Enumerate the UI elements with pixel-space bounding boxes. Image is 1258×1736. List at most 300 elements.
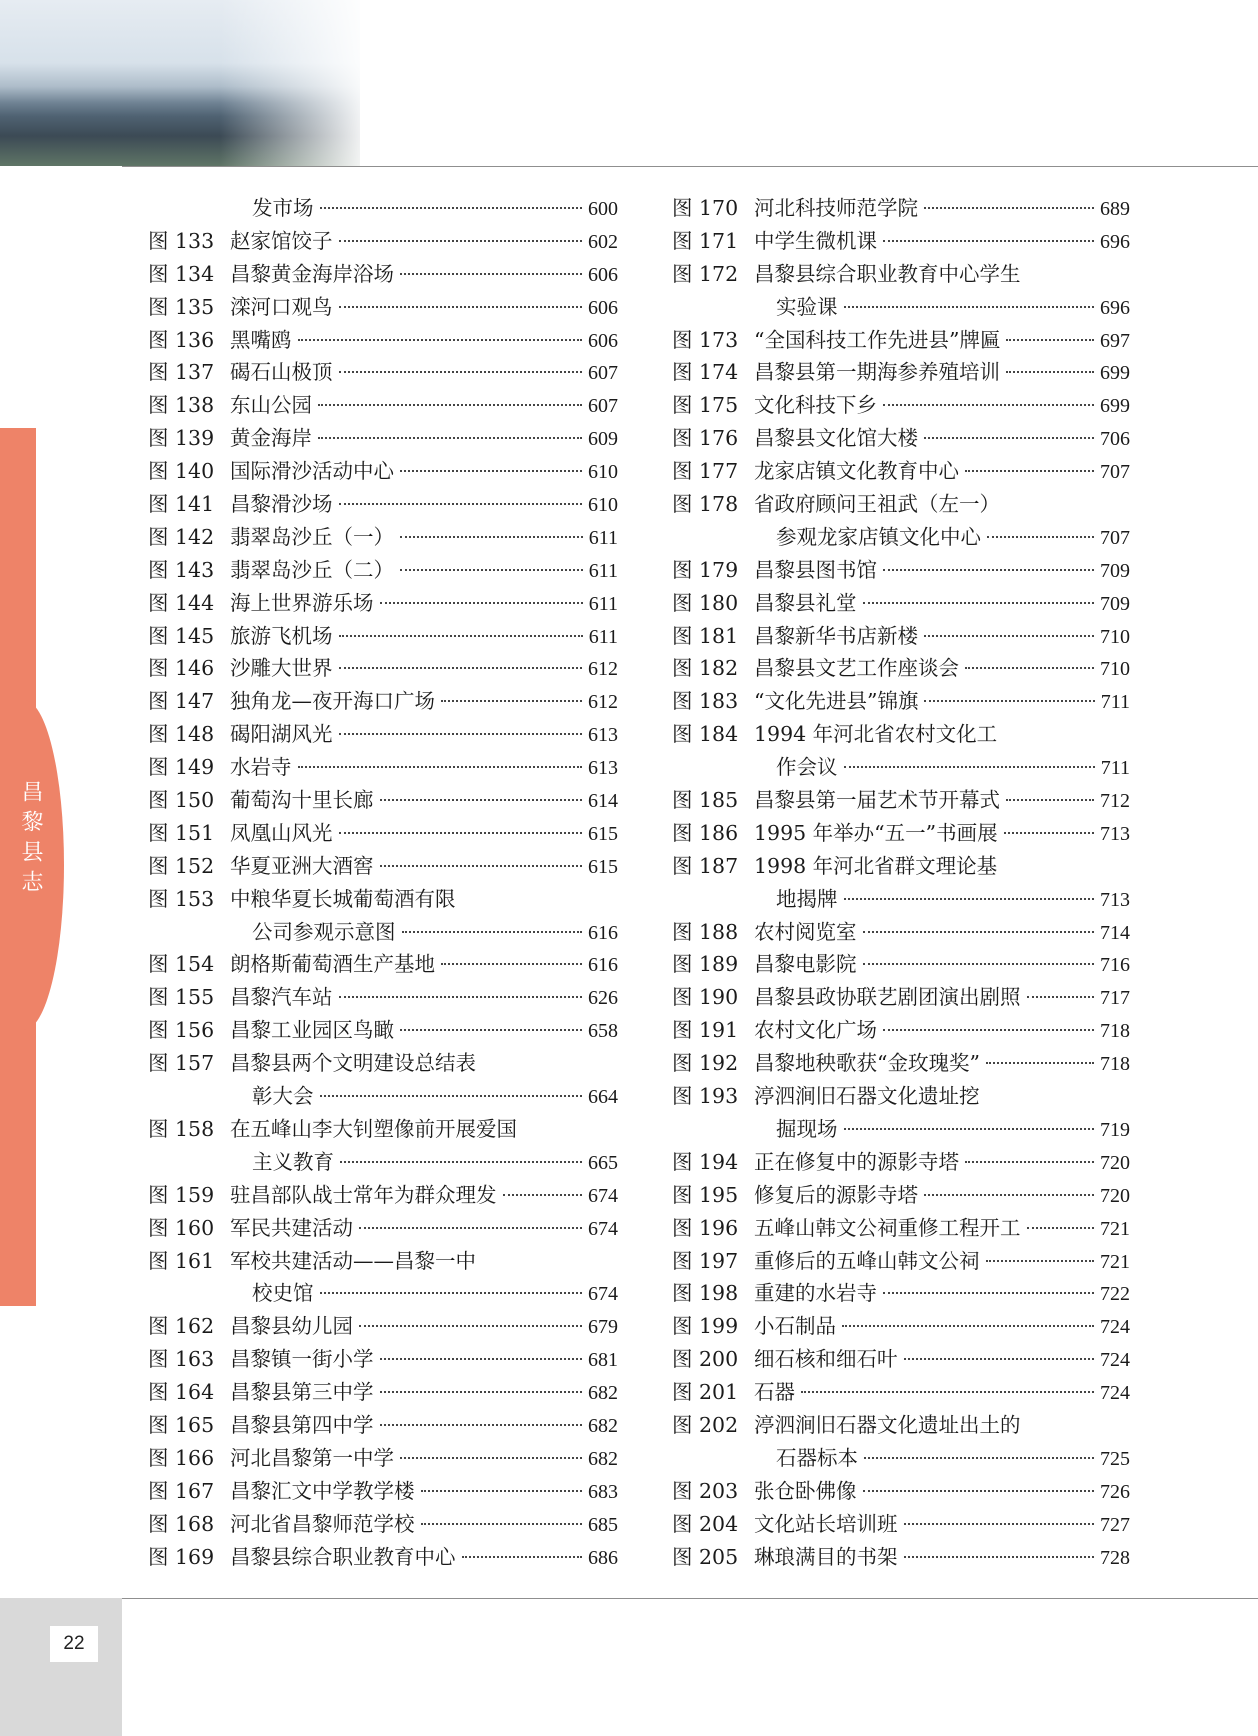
dot-leader: [883, 239, 1094, 242]
entry-line: [230, 1409, 618, 1443]
toc-entry: [672, 1310, 1130, 1343]
entry-line: [230, 620, 618, 654]
figure-title: 河北省昌黎师范学校: [230, 1511, 415, 1536]
entry-line: [230, 784, 618, 818]
page-ref: 709: [1100, 592, 1130, 615]
figure-number: 图 199: [672, 1314, 739, 1339]
figure-title: 昌黎县政协联艺剧团演出剧照: [754, 985, 1021, 1010]
figure-title: 昌黎汽车站: [230, 985, 333, 1010]
figure-number: 图 144: [148, 590, 215, 615]
figure-title: 河北昌黎第一中学: [230, 1445, 394, 1470]
figure-title: 五峰山韩文公祠重修工程开工: [754, 1215, 1021, 1240]
figure-title: 1998 年河北省群文理论基: [754, 853, 998, 878]
entry-line: [754, 1541, 1130, 1575]
page-ref: 606: [588, 263, 618, 286]
figure-title: 石器标本: [776, 1445, 858, 1470]
figure-title: 军民共建活动: [230, 1215, 353, 1240]
page-ref: 607: [588, 362, 618, 385]
entry-line: [754, 817, 1130, 851]
page-ref: 674: [588, 1184, 618, 1207]
dot-leader: [400, 568, 583, 571]
page-ref: 602: [588, 230, 618, 253]
page-ref: 682: [588, 1382, 618, 1405]
dot-leader: [441, 699, 582, 702]
entry-line: [754, 356, 1130, 390]
toc-entry: [672, 1080, 1130, 1113]
figure-number: 图 204: [672, 1511, 739, 1536]
page-ref: 611: [588, 625, 618, 648]
figure-title: 朗格斯葡萄酒生产基地: [230, 952, 435, 977]
page-ref: 697: [1100, 329, 1130, 352]
figure-number: 图 167: [148, 1478, 215, 1503]
dot-leader: [400, 1456, 582, 1459]
dot-leader: [339, 634, 583, 637]
toc-entry: [672, 1343, 1130, 1376]
toc-entry: [148, 356, 618, 389]
figure-title: 昌黎工业园区鸟瞰: [230, 1018, 394, 1043]
page-ref: 727: [1100, 1513, 1130, 1536]
figure-title: 文化站长培训班: [754, 1511, 898, 1536]
page-ref: 726: [1100, 1480, 1130, 1503]
entry-line: [776, 1442, 1130, 1476]
header-divider: [122, 166, 1258, 167]
page-ref: 717: [1100, 987, 1130, 1010]
entry-line: [754, 981, 1130, 1015]
figure-title: 昌黎黄金海岸浴场: [230, 261, 394, 286]
entry-line: [252, 916, 618, 950]
page-ref: 614: [588, 790, 618, 813]
figure-number: 图 186: [672, 820, 739, 845]
toc-entry: [148, 258, 618, 291]
entry-line: [754, 1179, 1130, 1213]
toc-entry: [148, 521, 618, 554]
figure-title: 石器: [754, 1380, 795, 1405]
page-ref: 664: [588, 1086, 618, 1109]
figure-number: 图 139: [148, 426, 215, 451]
toc-entry: [148, 1475, 618, 1508]
page-ref: 718: [1100, 1020, 1130, 1043]
toc-entry: [672, 916, 1130, 949]
figure-number: 图 193: [672, 1084, 739, 1109]
toc-entry: [672, 389, 1130, 422]
toc-entry: [148, 455, 618, 488]
page-ref: 713: [1100, 888, 1130, 911]
figure-number: 图 198: [672, 1281, 739, 1306]
dot-leader: [801, 1390, 1094, 1393]
toc-entry: [672, 554, 1130, 587]
figure-title: 昌黎县第一届艺术节开幕式: [754, 788, 1000, 813]
page-ref: 711: [1100, 757, 1130, 780]
dot-leader: [924, 436, 1094, 439]
dot-leader: [400, 1028, 582, 1031]
figure-number: 图 151: [148, 820, 215, 845]
entry-line: [776, 291, 1130, 325]
figure-title: 昌黎地秧歌获“金玫瑰奖”: [754, 1051, 980, 1076]
figure-title: 农村文化广场: [754, 1018, 877, 1043]
entry-line: [230, 1245, 618, 1278]
toc-entry: [672, 981, 1130, 1014]
figure-title: 华夏亚洲大酒窖: [230, 853, 374, 878]
toc-entry: [148, 1277, 618, 1310]
figure-number: 图 171: [672, 228, 739, 253]
figure-number: 图 184: [672, 722, 739, 747]
figure-number: 图 194: [672, 1149, 739, 1174]
figure-number: 图 205: [672, 1544, 739, 1569]
header-photo-fade: [220, 0, 380, 166]
toc-entry: [672, 1541, 1130, 1574]
dot-leader: [402, 930, 583, 933]
entry-line: [230, 488, 618, 522]
toc-entry: [672, 1014, 1130, 1047]
page-ref: 665: [588, 1151, 618, 1174]
toc-entry: [148, 587, 618, 620]
figure-number: 图 203: [672, 1478, 739, 1503]
toc-entry: [672, 587, 1130, 620]
dot-leader: [924, 634, 1094, 637]
toc-entry: [148, 1508, 618, 1541]
toc-entry: [672, 192, 1130, 225]
figure-number: 图 172: [672, 261, 739, 286]
figure-title: 昌黎电影院: [754, 952, 857, 977]
side-book-title: 昌黎县志: [18, 780, 43, 900]
figure-title: 昌黎县两个文明建设总结表: [230, 1051, 476, 1076]
dot-leader: [844, 897, 1095, 900]
figure-number: 图 178: [672, 492, 739, 517]
figure-title: 翡翠岛沙丘（二）: [230, 557, 394, 582]
toc-entry: [672, 521, 1130, 554]
entry-line: [230, 324, 618, 358]
figure-title: 昌黎汇文中学教学楼: [230, 1478, 415, 1503]
figure-title: 碣石山极顶: [230, 360, 333, 385]
figure-title: 昌黎县文化馆大楼: [754, 426, 918, 451]
page-ref: 686: [588, 1546, 618, 1569]
dot-leader: [1006, 798, 1094, 801]
entry-line: [754, 1508, 1130, 1542]
toc-entry: [672, 718, 1130, 751]
toc-entry: [148, 817, 618, 850]
entry-line: [754, 685, 1130, 719]
figure-number: 图 142: [148, 524, 215, 549]
dot-leader: [380, 798, 583, 801]
entry-line: [230, 948, 618, 982]
entry-line: [754, 1014, 1130, 1048]
toc-entry: [672, 225, 1130, 258]
page-ref: 711: [1100, 691, 1130, 714]
figure-number: 图 149: [148, 755, 215, 780]
dot-leader: [380, 1357, 583, 1360]
page-ref: 685: [588, 1513, 618, 1536]
entry-line: [230, 981, 618, 1015]
entry-line: [230, 1310, 618, 1344]
page-ref: 720: [1100, 1151, 1130, 1174]
toc-entry: [672, 1113, 1130, 1146]
figure-number: 图 168: [148, 1511, 215, 1536]
figure-number: 图 146: [148, 656, 215, 681]
figure-title: 黄金海岸: [230, 426, 312, 451]
entry-line: [230, 1442, 618, 1476]
entry-line: [754, 1310, 1130, 1344]
figure-title: 葡萄沟十里长廊: [230, 788, 374, 813]
page-ref: 679: [588, 1316, 618, 1339]
page-ref: 682: [588, 1414, 618, 1437]
page-ref: 606: [588, 296, 618, 319]
page-ref: 724: [1100, 1349, 1130, 1372]
dot-leader: [339, 831, 583, 834]
page-ref: 626: [588, 987, 618, 1010]
entry-line: [754, 1277, 1130, 1311]
page-ref: 682: [588, 1447, 618, 1470]
dot-leader: [904, 1555, 1095, 1558]
figure-title: 彰大会: [252, 1084, 314, 1109]
figure-title: 碣阳湖风光: [230, 722, 333, 747]
dot-leader: [883, 1291, 1094, 1294]
figure-number: 图 135: [148, 294, 215, 319]
entry-line: [252, 192, 618, 226]
toc-entry: [672, 620, 1130, 653]
toc-entry: [148, 1047, 618, 1080]
toc-entry: [148, 1376, 618, 1409]
figure-title: 1995 年举办“五一”书画展: [754, 820, 998, 845]
entry-line: [754, 620, 1130, 654]
figure-number: 图 197: [672, 1248, 739, 1273]
figure-number: 图 173: [672, 327, 739, 352]
dot-leader: [359, 1324, 582, 1327]
toc-entry: [672, 291, 1130, 324]
toc-entry: [148, 1343, 618, 1376]
footer-gray-block: [0, 1598, 122, 1736]
entry-line: [754, 1343, 1130, 1377]
toc-entry: [148, 981, 618, 1014]
entry-line: [230, 883, 618, 916]
figure-number: 图 161: [148, 1248, 215, 1273]
entry-line: [776, 883, 1130, 917]
figure-number: 图 134: [148, 261, 215, 286]
page-ref: 609: [588, 428, 618, 451]
entry-line: [230, 587, 618, 621]
entry-line: [252, 1277, 618, 1311]
entry-line: [754, 948, 1130, 982]
figure-title: 小石制品: [754, 1314, 836, 1339]
dot-leader: [863, 962, 1095, 965]
page-ref: 707: [1100, 526, 1130, 549]
dot-leader: [1004, 831, 1094, 834]
dot-leader: [340, 1160, 582, 1163]
entry-line: [230, 1113, 618, 1146]
page-ref: 728: [1100, 1546, 1130, 1569]
dot-leader: [965, 469, 1094, 472]
entry-line: [252, 1080, 618, 1114]
figure-number: 图 187: [672, 853, 739, 878]
dot-leader: [318, 403, 582, 406]
dot-leader: [380, 864, 583, 867]
figure-number: 图 175: [672, 393, 739, 418]
dot-leader: [842, 1324, 1094, 1327]
figure-title: 地揭牌: [776, 886, 838, 911]
figure-title: 昌黎县幼儿园: [230, 1314, 353, 1339]
figure-number: 图 192: [672, 1051, 739, 1076]
figure-number: 图 191: [672, 1018, 739, 1043]
dot-leader: [883, 568, 1094, 571]
toc-entry: [672, 1047, 1130, 1080]
dot-leader: [844, 765, 1095, 768]
toc-entry: [672, 1442, 1130, 1475]
dot-leader: [400, 272, 582, 275]
figure-title: 昌黎县礼堂: [754, 590, 857, 615]
toc-entry: [148, 488, 618, 521]
figure-title: “文化先进县”锦旗: [754, 689, 919, 714]
page-ref: 716: [1100, 954, 1130, 977]
toc-entry: [148, 916, 618, 949]
figure-title: 1994 年河北省农村文化工: [754, 722, 998, 747]
page-ref: 721: [1100, 1217, 1130, 1240]
entry-line: [754, 258, 1130, 291]
toc-entry: [672, 1179, 1130, 1212]
toc-entry: [148, 192, 618, 225]
entry-line: [754, 1245, 1130, 1279]
dot-leader: [924, 206, 1094, 209]
figure-title: 驻昌部队战士常年为群众理发: [230, 1182, 497, 1207]
dot-leader: [298, 338, 583, 341]
page-ref: 611: [588, 526, 618, 549]
toc-entry: [672, 784, 1130, 817]
figure-number: 图 169: [148, 1544, 215, 1569]
figure-number: 图 159: [148, 1182, 215, 1207]
dot-leader: [924, 1193, 1094, 1196]
toc-entry: [148, 1179, 618, 1212]
figure-number: 图 177: [672, 459, 739, 484]
figure-title: 凤凰山风光: [230, 820, 333, 845]
page-ref: 712: [1100, 790, 1130, 813]
page-ref: 606: [588, 329, 618, 352]
entry-line: [230, 1508, 618, 1542]
figure-number: 图 195: [672, 1182, 739, 1207]
entry-line: [776, 751, 1130, 785]
entry-line: [252, 1146, 618, 1180]
dot-leader: [863, 930, 1095, 933]
figure-number: 图 154: [148, 952, 215, 977]
entry-line: [754, 1146, 1130, 1180]
dot-leader: [380, 1390, 583, 1393]
toc-entry: [148, 784, 618, 817]
figure-number: 图 185: [672, 788, 739, 813]
entry-line: [230, 258, 618, 292]
figure-title: 沙雕大世界: [230, 656, 333, 681]
dot-leader: [1027, 995, 1095, 998]
entry-line: [754, 488, 1130, 521]
footer-divider: [122, 1598, 1258, 1599]
dot-leader: [441, 962, 582, 965]
entry-line: [754, 784, 1130, 818]
figure-title: 细石核和细石叶: [754, 1347, 898, 1372]
entry-line: [754, 389, 1130, 423]
page-ref: 683: [588, 1480, 618, 1503]
header-landscape-photo: [0, 0, 1258, 166]
figure-title: 昌黎县第一期海参养殖培训: [754, 360, 1000, 385]
entry-line: [754, 1047, 1130, 1081]
entry-line: [230, 554, 618, 588]
entry-line: [754, 1080, 1130, 1113]
figure-number: 图 140: [148, 459, 215, 484]
dot-leader: [421, 1489, 583, 1492]
figure-number: 图 148: [148, 722, 215, 747]
figure-title: 张仓卧佛像: [754, 1478, 857, 1503]
page-ref: 696: [1100, 296, 1130, 319]
figure-number: 图 188: [672, 919, 739, 944]
figure-title: 渟泗涧旧石器文化遗址挖: [754, 1084, 980, 1109]
entry-line: [754, 1376, 1130, 1410]
figure-number: 图 136: [148, 327, 215, 352]
entry-line: [230, 1475, 618, 1509]
dot-leader: [339, 732, 583, 735]
figure-title: 作会议: [776, 755, 838, 780]
page-ref: 699: [1100, 362, 1130, 385]
figure-number: 图 182: [672, 656, 739, 681]
figure-title: 昌黎县综合职业教育中心: [230, 1544, 456, 1569]
dot-leader: [965, 1160, 1094, 1163]
toc-column-right: [672, 192, 1130, 1573]
toc-entry: [672, 356, 1130, 389]
page-ref: 681: [588, 1349, 618, 1372]
figure-number: 图 189: [672, 952, 739, 977]
figure-title: 昌黎滑沙场: [230, 492, 333, 517]
toc-entry: [672, 1245, 1130, 1278]
toc-entry: [672, 685, 1130, 718]
toc-entry: [148, 718, 618, 751]
entry-line: [230, 751, 618, 785]
figure-title: 翡翠岛沙丘（一）: [230, 524, 394, 549]
page-ref: 714: [1100, 921, 1130, 944]
page-ref: 699: [1100, 395, 1130, 418]
dot-leader: [503, 1193, 583, 1196]
figure-title: 黑嘴鸥: [230, 327, 292, 352]
figure-title: 修复后的源影寺塔: [754, 1182, 918, 1207]
toc-entry: [148, 1014, 618, 1047]
toc-entry: [672, 455, 1130, 488]
toc-entry: [672, 324, 1130, 357]
figure-number: 图 137: [148, 360, 215, 385]
page-ref: 724: [1100, 1316, 1130, 1339]
entry-line: [230, 389, 618, 423]
figure-title: 昌黎新华书店新楼: [754, 623, 918, 648]
figure-number: 图 138: [148, 393, 215, 418]
page-ref: 724: [1100, 1382, 1130, 1405]
entry-line: [230, 521, 618, 555]
dot-leader: [986, 1061, 1094, 1064]
page-ref: 616: [588, 921, 618, 944]
dot-leader: [904, 1522, 1095, 1525]
page-ref: 611: [588, 592, 618, 615]
toc-entry: [672, 1508, 1130, 1541]
entry-line: [754, 225, 1130, 259]
dot-leader: [339, 305, 583, 308]
page-ref: 615: [588, 822, 618, 845]
figure-title: 昌黎县第三中学: [230, 1380, 374, 1405]
toc-column-left: [148, 192, 618, 1573]
dot-leader: [380, 1423, 583, 1426]
toc-entry: [672, 1409, 1130, 1442]
toc-entry: [148, 389, 618, 422]
page-ref: 725: [1100, 1447, 1130, 1470]
entry-line: [230, 422, 618, 456]
dot-leader: [1006, 338, 1094, 341]
toc-entry: [148, 1080, 618, 1113]
figure-title: 独角龙—夜开海口广场: [230, 689, 435, 714]
page-ref: 718: [1100, 1053, 1130, 1076]
figure-number: 图 147: [148, 689, 215, 714]
dot-leader: [320, 206, 583, 209]
dot-leader: [863, 601, 1095, 604]
figure-number: 图 183: [672, 689, 739, 714]
